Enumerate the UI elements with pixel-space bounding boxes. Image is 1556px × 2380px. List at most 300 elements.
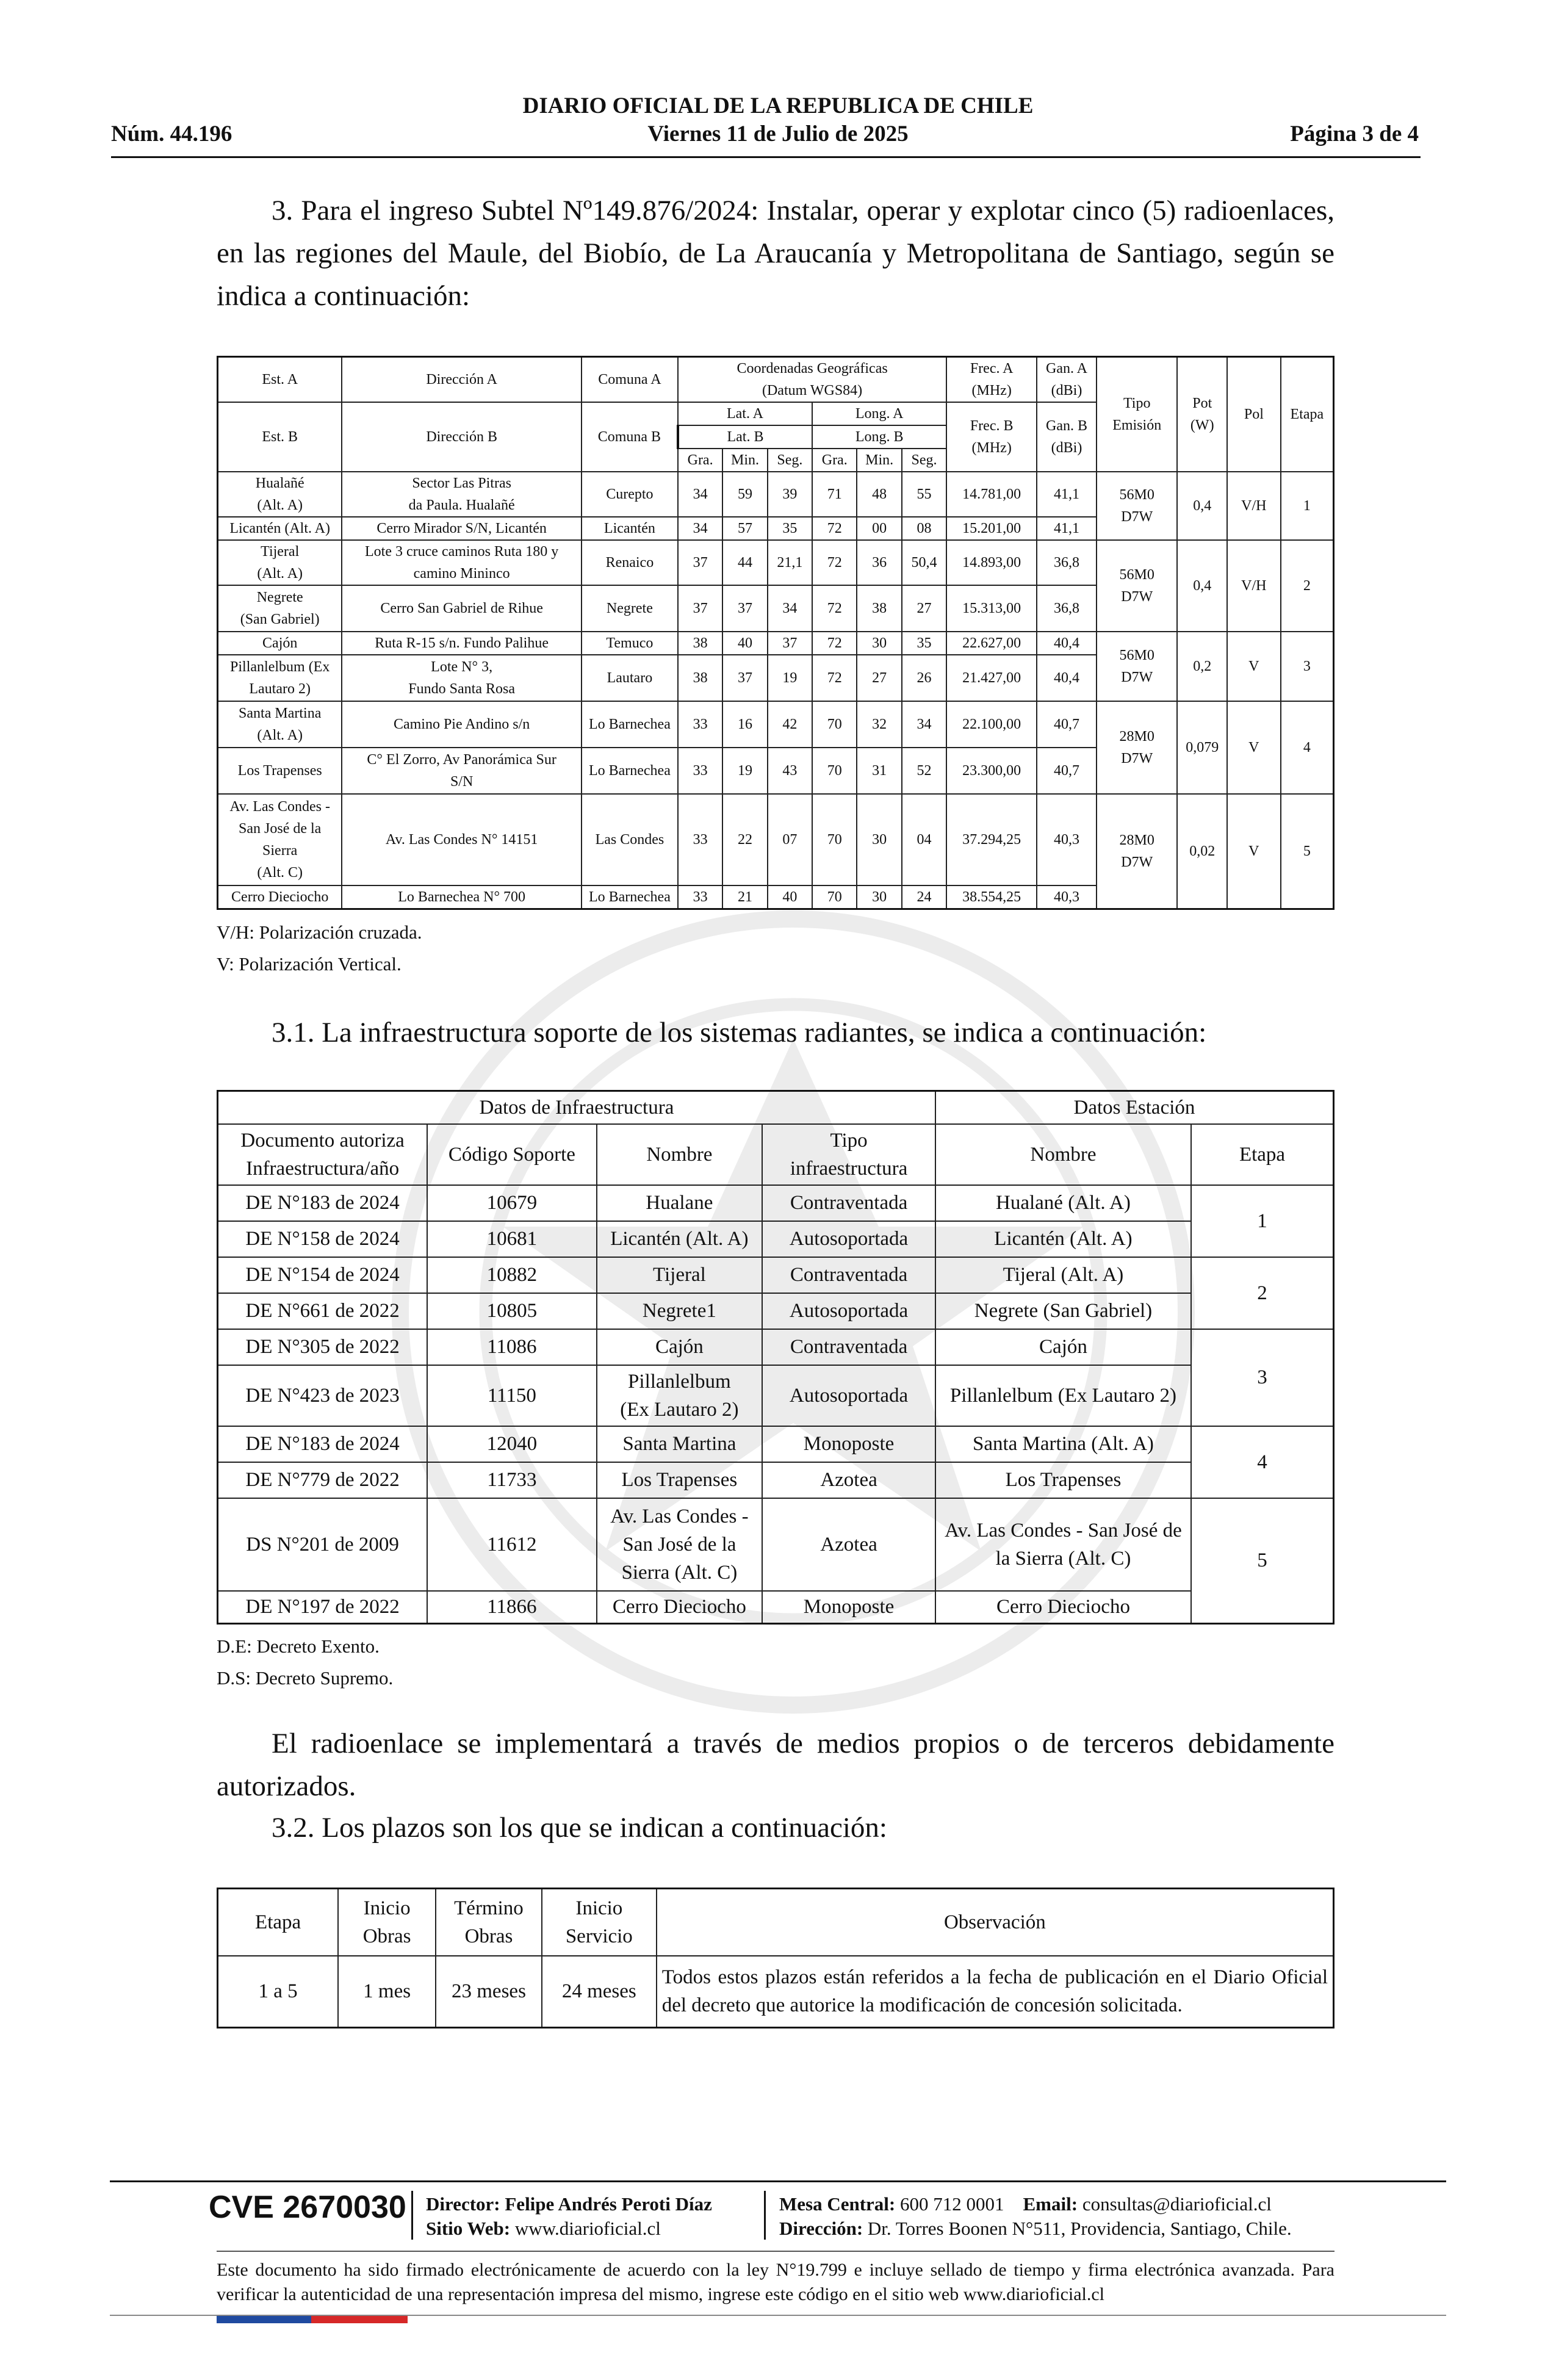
power: 0,2	[1177, 632, 1227, 701]
header-dir-b	[342, 402, 582, 472]
gain: 40,4	[1037, 632, 1097, 655]
table-cell: 70	[812, 701, 857, 748]
header-inicio-obras	[338, 1889, 436, 1956]
header-termino-obras	[436, 1889, 542, 1956]
cell-text: (dBi)	[1051, 383, 1082, 398]
table-cell: Hualane	[597, 1185, 763, 1221]
header-est-a	[218, 357, 342, 403]
station-address: Cerro Mirador S/N, Licantén	[342, 517, 582, 540]
station-comuna: Lo Barnechea	[582, 748, 678, 794]
header-seg	[902, 449, 946, 472]
cell-text: Pol	[1244, 406, 1264, 422]
cell-text: Comuna B	[597, 429, 661, 445]
cell-text: Obras	[362, 1925, 411, 1947]
table-cell: Santa Martina (Alt. A)	[935, 1426, 1191, 1462]
footer-separator	[764, 2191, 766, 2240]
table-cell: 21	[722, 885, 767, 909]
table-cell: 34	[678, 517, 722, 540]
table-cell: DE N°158 de 2024	[218, 1221, 428, 1257]
footer-website	[426, 2216, 661, 2241]
footer-separator	[411, 2191, 413, 2240]
table-cell: 40	[768, 885, 812, 909]
header-pot	[1177, 357, 1227, 472]
cell-text: Gra.	[821, 452, 848, 468]
table-row	[218, 540, 1334, 585]
table-cell: Santa Martina	[597, 1426, 763, 1462]
table-cell: 31	[857, 748, 901, 794]
header-etapa: Etapa	[218, 1889, 339, 1956]
cell-text: (Alt. A)	[257, 566, 303, 582]
station-name	[218, 794, 342, 885]
observation-cell: Todos estos plazos están referidos a la fecha de publicación en el Diario Oficial del decreto que autorice la modificación de concesión solicitada.	[657, 1956, 1334, 2028]
table-cell: 30	[857, 885, 901, 909]
table-cell: 34	[678, 472, 722, 517]
gain: 40,3	[1037, 885, 1097, 909]
cell-text: Lote N° 3,	[431, 659, 493, 675]
header-documento	[218, 1124, 428, 1185]
cell-text: Seg.	[777, 452, 803, 468]
website-link[interactable]: www.diarioficial.cl	[514, 2218, 661, 2239]
table-cell: 37	[678, 540, 722, 585]
table-row	[218, 1426, 1334, 1462]
cell-text: D7W	[1121, 589, 1153, 605]
cell-text: Av. Las Condes - San José de	[945, 1519, 1182, 1542]
table-cell: 72	[812, 540, 857, 585]
frequency: 14.781,00	[946, 472, 1037, 517]
footer-label: Email:	[1023, 2193, 1078, 2215]
header-tipo	[762, 1124, 935, 1185]
gain: 36,8	[1037, 540, 1097, 585]
header-lat-b	[678, 425, 812, 449]
table-cell: 43	[768, 748, 812, 794]
table-cell: 11866	[427, 1591, 596, 1624]
station-address: Lo Barnechea N° 700	[342, 885, 582, 909]
table-cell: Los Trapenses	[597, 1462, 763, 1498]
table-cell: 38	[857, 585, 901, 632]
table-cell: Autosoportada	[762, 1365, 935, 1426]
table-cell: 10882	[427, 1257, 596, 1293]
table-cell: Pillanlelbum (Ex Lautaro 2)	[935, 1365, 1191, 1426]
emission-type	[1097, 701, 1178, 794]
cell-text: Documento autoriza	[240, 1129, 405, 1152]
frequency: 15.201,00	[946, 517, 1037, 540]
header-gra	[812, 449, 857, 472]
table-cell: Tijeral	[597, 1257, 763, 1293]
table-cell: 1 mes	[338, 1956, 436, 2028]
station-name: Cajón	[218, 632, 342, 655]
header-min	[722, 449, 767, 472]
radio-links-table	[217, 356, 1334, 910]
cell-text: Est. B	[262, 429, 298, 445]
stage: 3	[1281, 632, 1334, 701]
station-name	[218, 472, 342, 517]
table-cell: Monoposte	[762, 1591, 935, 1624]
stage: 1	[1281, 472, 1334, 540]
station-comuna: Lautaro	[582, 655, 678, 701]
cell-text: Comuna A	[598, 372, 661, 388]
table-cell: 27	[857, 655, 901, 701]
table-cell: Cerro Dieciocho	[935, 1591, 1191, 1624]
cell-text: Coordenadas Geográficas	[737, 361, 888, 377]
cell-text: Lote 3 cruce caminos Ruta 180 y	[365, 544, 559, 560]
table-cell: 10681	[427, 1221, 596, 1257]
footer-contact: Mesa Central: 600 712 0001 Email: consultas@diarioficial.cl	[779, 2193, 1272, 2215]
polarization: V/H	[1227, 472, 1281, 540]
cell-text: (Alt. A)	[257, 727, 303, 743]
note-ds: D.S: Decreto Supremo.	[217, 1667, 394, 1689]
table-cell: 30	[857, 632, 901, 655]
table-cell: 39	[768, 472, 812, 517]
cell-text: Min.	[730, 452, 759, 468]
cell-text: Est. A	[262, 372, 298, 388]
table-cell: 19	[722, 748, 767, 794]
station-comuna: Lo Barnechea	[582, 885, 678, 909]
station-name: Licantén (Alt. A)	[218, 517, 342, 540]
header-codigo: Código Soporte	[427, 1124, 596, 1185]
table-cell: 50,4	[902, 540, 946, 585]
cell-text: Av. Las Condes -	[229, 799, 331, 815]
table-cell: 38	[678, 655, 722, 701]
table-cell: DE N°197 de 2022	[218, 1591, 428, 1624]
table-cell: 37	[678, 585, 722, 632]
station-address	[342, 748, 582, 794]
cell-text: Dirección A	[426, 372, 497, 388]
cell-text: (Alt. C)	[257, 865, 303, 881]
cell-text: 56M0	[1119, 647, 1154, 663]
footer-director	[426, 2192, 712, 2216]
issue-number: Núm. 44.196	[111, 121, 232, 146]
table-cell: 12040	[427, 1426, 596, 1462]
table-cell: 38	[678, 632, 722, 655]
header-row	[218, 1889, 1334, 1956]
cell-text: Negrete	[256, 590, 303, 605]
table-cell: 35	[902, 632, 946, 655]
stage: 4	[1191, 1426, 1334, 1498]
gain: 40,3	[1037, 794, 1097, 885]
cell-text: Tipo	[830, 1129, 868, 1152]
stage: 5	[1281, 794, 1334, 909]
table-cell: 33	[678, 885, 722, 909]
table-cell: DS N°201 de 2009	[218, 1498, 428, 1591]
footer-label: Dirección:	[779, 2218, 863, 2239]
station-address: Cerro San Gabriel de Rihue	[342, 585, 582, 632]
cell-text: da Paula. Hualañé	[408, 497, 515, 513]
table-cell: 37	[722, 655, 767, 701]
cell-text: (MHz)	[971, 440, 1012, 456]
station-name: Los Trapenses	[218, 748, 342, 794]
header-pol	[1227, 357, 1281, 472]
station-name	[218, 540, 342, 585]
header-tipo-emision	[1097, 357, 1178, 472]
table-cell: 40	[722, 632, 767, 655]
cell-text: D7W	[1121, 751, 1153, 766]
table-cell: Autosoportada	[762, 1293, 935, 1329]
cell-text: (dBi)	[1051, 440, 1082, 456]
table-cell: 44	[722, 540, 767, 585]
table-cell: 37	[722, 585, 767, 632]
table-row	[218, 1329, 1334, 1365]
frequency: 37.294,25	[946, 794, 1037, 885]
table-cell: Azotea	[762, 1498, 935, 1591]
cell-text: (Alt. A)	[257, 497, 303, 513]
header-long-b	[812, 425, 946, 449]
frequency: 21.427,00	[946, 655, 1037, 701]
cell-text: la Sierra (Alt. C)	[995, 1547, 1131, 1570]
table-row	[218, 1591, 1334, 1624]
cell-text: (Datum WGS84)	[762, 383, 863, 398]
cell-text: Servicio	[565, 1925, 633, 1947]
table-cell: 27	[902, 585, 946, 632]
cell-text: Gan. B	[1046, 418, 1087, 434]
emission-type	[1097, 794, 1178, 909]
station-comuna: Renaico	[582, 540, 678, 585]
footer-rule	[110, 2180, 1446, 2182]
cell-text: Lat. A	[726, 406, 763, 422]
gain: 41,1	[1037, 472, 1097, 517]
cell-text: Lat. B	[727, 429, 764, 445]
station-address: Av. Las Condes N° 14151	[342, 794, 582, 885]
gain: 40,7	[1037, 748, 1097, 794]
table-cell: DE N°183 de 2024	[218, 1185, 428, 1221]
group-header-infra: Datos de Infraestructura	[218, 1091, 935, 1124]
cell-text: D7W	[1121, 854, 1153, 870]
cell-text: San José de la	[622, 1533, 737, 1556]
cell-text: Sierra (Alt. C)	[621, 1561, 738, 1584]
table-cell: 72	[812, 632, 857, 655]
table-row	[218, 701, 1334, 748]
email-link[interactable]: consultas@diarioficial.cl	[1082, 2193, 1272, 2215]
cell-text: (Ex Lautaro 2)	[620, 1398, 739, 1421]
stage: 2	[1191, 1257, 1334, 1329]
emission-type	[1097, 632, 1178, 701]
table-cell: 72	[812, 585, 857, 632]
cell-text: C° El Zorro, Av Panorámica Sur	[367, 752, 556, 768]
cell-text: Gan. A	[1046, 361, 1087, 377]
table-cell: 32	[857, 701, 901, 748]
table-cell: Negrete (San Gabriel)	[935, 1293, 1191, 1329]
cell-text: 28M0	[1119, 729, 1154, 745]
table-cell: 33	[678, 748, 722, 794]
table-cell: 11612	[427, 1498, 596, 1591]
station-comuna: Las Condes	[582, 794, 678, 885]
cell-text: Infraestructura/año	[246, 1157, 400, 1180]
note-v: V: Polarización Vertical.	[217, 953, 402, 975]
table-cell: 16	[722, 701, 767, 748]
emission-type	[1097, 472, 1178, 540]
stage: 1	[1191, 1185, 1334, 1257]
cell-text: San José de la	[239, 821, 322, 837]
header-frec-a	[946, 357, 1037, 403]
table-cell: Contraventada	[762, 1329, 935, 1365]
polarization: V	[1227, 701, 1281, 794]
table-cell: 22	[722, 794, 767, 885]
cell-text: Tijeral	[261, 544, 300, 560]
footer-legal-notice: Este documento ha sido firmado electrónicamente de acuerdo con la ley N°19.799 e incluye sellado de tiempo y firma electrónica avanzada. Para verificar la autenticidad de una representación impresa del mismo, ingrese este código en el sitio web www.diarioficial.cl	[217, 2260, 1334, 2304]
cell-text: Pillanlelbum	[628, 1370, 731, 1393]
cell-text: Min.	[865, 452, 894, 468]
header-seg	[768, 449, 812, 472]
cell-text: Inicio	[363, 1897, 411, 1919]
table-row	[218, 1293, 1334, 1329]
stage: 5	[1191, 1498, 1334, 1624]
table-cell	[935, 1498, 1191, 1591]
table-cell: 33	[678, 701, 722, 748]
section-3-1-paragraph: 3.1. La infraestructura soporte de los sistemas radiantes, se indica a continuación:	[272, 1017, 1207, 1048]
table-cell: DE N°305 de 2022	[218, 1329, 428, 1365]
cell-text: (W)	[1190, 417, 1214, 433]
header-min	[857, 449, 901, 472]
footer-label: Director:	[426, 2193, 500, 2215]
station-address	[342, 472, 582, 517]
cell-text: Frec. B	[970, 418, 1014, 434]
header-rule	[111, 156, 1421, 158]
polarization: V	[1227, 632, 1281, 701]
table-row	[218, 1365, 1334, 1426]
cell-text: S/N	[450, 774, 474, 790]
radioenlace-paragraph: El radioenlace se implementará a través de medios propios o de terceros debidamente autorizados.	[217, 1728, 1334, 1802]
table-cell: Tijeral (Alt. A)	[935, 1257, 1191, 1293]
header-est-b	[218, 402, 342, 472]
table-cell: 10805	[427, 1293, 596, 1329]
table-cell: 1 a 5	[218, 1956, 339, 2028]
table-row	[218, 1221, 1334, 1257]
station-comuna: Lo Barnechea	[582, 701, 678, 748]
stage: 3	[1191, 1329, 1334, 1426]
table-row	[218, 1956, 1334, 2028]
table-cell: 04	[902, 794, 946, 885]
table-cell: Licantén (Alt. A)	[935, 1221, 1191, 1257]
station-comuna: Curepto	[582, 472, 678, 517]
header-row	[218, 1091, 1334, 1124]
header-observacion: Observación	[657, 1889, 1334, 1956]
table-cell: Los Trapenses	[935, 1462, 1191, 1498]
station-comuna: Temuco	[582, 632, 678, 655]
station-name	[218, 585, 342, 632]
section-3-paragraph: 3. Para el ingreso Subtel Nº149.876/2024: Instalar, operar y explotar cinco (5) radioenlaces, en las regiones del Maule, del Biobío, de La Araucanía y Metropolitana de Santiago, según se indica a continuación:	[217, 195, 1334, 312]
cell-text: Término	[454, 1897, 524, 1919]
table-cell: 36	[857, 540, 901, 585]
polarization: V	[1227, 794, 1281, 909]
table-row	[218, 632, 1334, 655]
cell-text: camino Mininco	[413, 566, 510, 582]
station-name	[218, 655, 342, 701]
polarization: V/H	[1227, 540, 1281, 632]
note-de: D.E: Decreto Exento.	[217, 1635, 380, 1657]
header-frec-b	[946, 402, 1037, 472]
table-cell: 37	[768, 632, 812, 655]
table-row	[218, 794, 1334, 885]
cell-text: Long. A	[855, 406, 904, 422]
table-row	[218, 1498, 1334, 1591]
table-cell: 70	[812, 794, 857, 885]
table-cell: 48	[857, 472, 901, 517]
header-gan-b	[1037, 402, 1097, 472]
station-address	[342, 655, 582, 701]
power: 0,4	[1177, 540, 1227, 632]
cell-text: Pot	[1192, 395, 1212, 411]
header-nombre: Nombre	[597, 1124, 763, 1185]
table-cell: 19	[768, 655, 812, 701]
table-cell: Monoposte	[762, 1426, 935, 1462]
table-cell: 52	[902, 748, 946, 794]
table-cell: 23 meses	[436, 1956, 542, 2028]
cell-text: Av. Las Condes -	[610, 1505, 749, 1527]
power: 0,079	[1177, 701, 1227, 794]
cell-text: Fundo Santa Rosa	[408, 681, 515, 697]
cell-text: 56M0	[1119, 567, 1154, 583]
cell-text: D7W	[1121, 669, 1153, 685]
table-cell: 71	[812, 472, 857, 517]
power: 0,02	[1177, 794, 1227, 909]
header-dir-a	[342, 357, 582, 403]
cell-text: (MHz)	[971, 383, 1012, 398]
table-cell: 26	[902, 655, 946, 701]
table-cell: 34	[768, 585, 812, 632]
cell-text: Seg.	[911, 452, 937, 468]
footer-label: Felipe Andrés Peroti Díaz	[505, 2193, 712, 2215]
frequency: 22.100,00	[946, 701, 1037, 748]
table-cell: 08	[902, 517, 946, 540]
issue-date: Viernes 11 de Julio de 2025	[647, 121, 909, 146]
deadlines-table	[217, 1888, 1334, 2028]
table-cell: 21,1	[768, 540, 812, 585]
table-row	[218, 1462, 1334, 1498]
table-cell: 10679	[427, 1185, 596, 1221]
table-cell: Contraventada	[762, 1185, 935, 1221]
table-cell: 24 meses	[542, 1956, 657, 2028]
gain: 40,4	[1037, 655, 1097, 701]
table-cell: Autosoportada	[762, 1221, 935, 1257]
header-etapa: Etapa	[1191, 1124, 1334, 1185]
table-cell: DE N°779 de 2022	[218, 1462, 428, 1498]
header-gan-a	[1037, 357, 1097, 403]
table-cell: Cajón	[935, 1329, 1191, 1365]
table-cell: Azotea	[762, 1462, 935, 1498]
table-cell: Cajón	[597, 1329, 763, 1365]
table-cell: 11086	[427, 1329, 596, 1365]
table-cell: 35	[768, 517, 812, 540]
section-3-2-paragraph: 3.2. Los plazos son los que se indican a continuación:	[272, 1812, 887, 1844]
table-cell: 07	[768, 794, 812, 885]
station-address: Camino Pie Andino s/n	[342, 701, 582, 748]
header-inicio-servicio	[542, 1889, 657, 1956]
cell-text: Hualañé	[255, 475, 304, 491]
header-com-b	[582, 402, 678, 472]
cell-text: Long. B	[855, 429, 904, 445]
footer-address: Dirección: Dr. Torres Boonen N°511, Providencia, Santiago, Chile.	[779, 2218, 1292, 2239]
cell-text: Inicio	[575, 1897, 623, 1919]
table-cell: 57	[722, 517, 767, 540]
gain: 41,1	[1037, 517, 1097, 540]
stage: 4	[1281, 701, 1334, 794]
flag-stripe-red	[311, 2316, 408, 2323]
cell-text: D7W	[1121, 509, 1153, 525]
gain: 36,8	[1037, 585, 1097, 632]
table-row	[218, 1257, 1334, 1293]
stage: 2	[1281, 540, 1334, 632]
frequency: 22.627,00	[946, 632, 1037, 655]
table-cell: 72	[812, 655, 857, 701]
table-cell: 11150	[427, 1365, 596, 1426]
table-cell: Contraventada	[762, 1257, 935, 1293]
frequency: 23.300,00	[946, 748, 1037, 794]
footer-rule	[217, 2251, 1334, 2252]
table-cell: 33	[678, 794, 722, 885]
cve-code: CVE 2670030	[209, 2190, 406, 2225]
cell-text: Pillanlelbum (Ex	[230, 659, 330, 675]
newspaper-title: DIARIO OFICIAL DE LA REPUBLICA DE CHILE	[522, 93, 1034, 118]
cell-text: (San Gabriel)	[240, 611, 320, 627]
